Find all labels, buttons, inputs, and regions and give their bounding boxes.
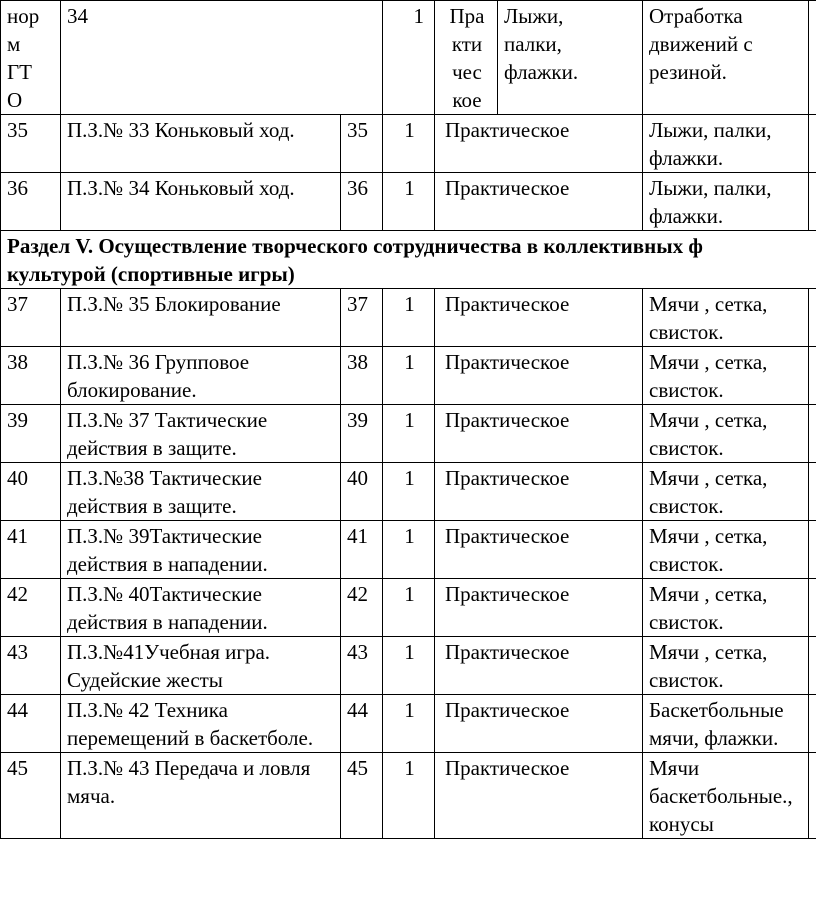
- hours-cell: 1: [383, 521, 435, 579]
- table-row: [1, 463, 816, 521]
- lesson-number-cell: 38: [341, 347, 383, 405]
- topic-cell: П.З.№ 33 Коньковый ход.: [61, 115, 341, 173]
- hours-cell: 1: [383, 1, 435, 115]
- type-cell: Практическое: [435, 463, 643, 521]
- equipment-cell: Мячи , сетка, свисток.: [643, 521, 809, 579]
- hours-cell: 1: [383, 579, 435, 637]
- lesson-number-cell: 35: [341, 115, 383, 173]
- lesson-number-cell: 42: [341, 579, 383, 637]
- empty-cell: [809, 753, 816, 839]
- table-row: [1, 115, 816, 173]
- lesson-number-cell: 39: [341, 405, 383, 463]
- table-row: [1, 579, 816, 637]
- type-cell: Практическое: [435, 173, 643, 231]
- row-number-cell: 43: [1, 637, 61, 695]
- equipment-cell: Мячи баскетбольные., конусы: [643, 753, 809, 839]
- empty-cell: [809, 637, 816, 695]
- type-cell: Практическое: [435, 405, 643, 463]
- empty-cell: [809, 347, 816, 405]
- topic-cell: П.З.№ 37 Тактические действия в защите.: [61, 405, 341, 463]
- hours-cell: 1: [383, 695, 435, 753]
- topic-cell: П.З.№ 43 Передача и ловля мяча.: [61, 753, 341, 839]
- table-row: [1, 521, 816, 579]
- topic-cell: П.З.№ 39Тактические действия в нападении.: [61, 521, 341, 579]
- table-row: [1, 637, 816, 695]
- lesson-number-cell: 41: [341, 521, 383, 579]
- hours-cell: 1: [383, 115, 435, 173]
- hours-cell: 1: [383, 637, 435, 695]
- type-cell: Пра кти чес кое: [435, 1, 498, 115]
- row-number-cell: 39: [1, 405, 61, 463]
- table-row: [1, 1, 816, 115]
- row-number-cell: 44: [1, 695, 61, 753]
- equipment-cell: Баскетбольные мячи, флажки.: [643, 695, 809, 753]
- type-cell: Практическое: [435, 637, 643, 695]
- topic-cell: П.З.№ 36 Групповое блокирование.: [61, 347, 341, 405]
- lesson-number-cell: 40: [341, 463, 383, 521]
- row-number-cell: 40: [1, 463, 61, 521]
- lesson-number-cell: 37: [341, 289, 383, 347]
- empty-cell: [809, 463, 816, 521]
- topic-cell: П.З.№ 40Тактические действия в нападении.: [61, 579, 341, 637]
- empty-cell: [809, 289, 816, 347]
- row-number-cell: 42: [1, 579, 61, 637]
- empty-cell: [809, 695, 816, 753]
- topic-cell: П.З.№41Учебная игра. Судейские жесты: [61, 637, 341, 695]
- row-number-cell: 38: [1, 347, 61, 405]
- table-row: [1, 289, 816, 347]
- equipment-cell: Лыжи, палки, флажки.: [643, 173, 809, 231]
- table-row: [1, 753, 816, 839]
- section-title: Раздел V. Осуществление творческого сотрудничества в коллективных ф культурой (спортивные игры): [1, 231, 816, 289]
- lesson-number-cell: 44: [341, 695, 383, 753]
- equipment-cell: Мячи , сетка, свисток.: [643, 637, 809, 695]
- type-cell: Практическое: [435, 347, 643, 405]
- hours-cell: 1: [383, 289, 435, 347]
- table-row: [1, 173, 816, 231]
- type-cell: Практическое: [435, 753, 643, 839]
- lesson-number-cell: 36: [341, 173, 383, 231]
- topic-cell: П.З.№38 Тактические действия в защите.: [61, 463, 341, 521]
- equipment-cell: Мячи , сетка, свисток.: [643, 579, 809, 637]
- row-number-cell: нор м ГТ О: [1, 1, 61, 115]
- hours-cell: 1: [383, 173, 435, 231]
- topic-cell: П.З.№ 35 Блокирование: [61, 289, 341, 347]
- table-row: [1, 695, 816, 753]
- type-cell: Практическое: [435, 289, 643, 347]
- row-number-cell: 41: [1, 521, 61, 579]
- empty-cell: [809, 173, 816, 231]
- row-number-cell: 35: [1, 115, 61, 173]
- equipment-cell: Мячи , сетка, свисток.: [643, 347, 809, 405]
- hours-cell: 1: [383, 347, 435, 405]
- equipment-cell: Мячи , сетка, свисток.: [643, 463, 809, 521]
- empty-cell: [809, 521, 816, 579]
- type-cell: Практическое: [435, 115, 643, 173]
- hours-cell: 1: [383, 463, 435, 521]
- notes-cell: Отработка движений с резиной.: [643, 1, 809, 115]
- equipment-cell: Мячи , сетка, свисток.: [643, 405, 809, 463]
- empty-cell: [809, 115, 816, 173]
- table-row: [1, 347, 816, 405]
- empty-cell: [809, 1, 816, 115]
- equipment-cell: Лыжи, палки, флажки.: [643, 115, 809, 173]
- equipment-cell: Лыжи, палки, флажки.: [498, 1, 643, 115]
- hours-cell: 1: [383, 405, 435, 463]
- row-number-cell: 45: [1, 753, 61, 839]
- empty-cell: [809, 579, 816, 637]
- row-number-cell: 37: [1, 289, 61, 347]
- hours-cell: 1: [383, 753, 435, 839]
- row-number-cell: 36: [1, 173, 61, 231]
- lesson-number-cell: 43: [341, 637, 383, 695]
- type-cell: Практическое: [435, 579, 643, 637]
- table-row: [1, 405, 816, 463]
- type-cell: Практическое: [435, 695, 643, 753]
- topic-cell: П.З.№ 34 Коньковый ход.: [61, 173, 341, 231]
- lesson-number-cell: 45: [341, 753, 383, 839]
- table-body: [1, 1, 816, 839]
- section-header-row: [1, 231, 816, 289]
- equipment-cell: Мячи , сетка, свисток.: [643, 289, 809, 347]
- topic-cell: П.З.№ 42 Техника перемещений в баскетболе.: [61, 695, 341, 753]
- topic-cell: 34: [61, 1, 383, 115]
- empty-cell: [809, 405, 816, 463]
- type-cell: Практическое: [435, 521, 643, 579]
